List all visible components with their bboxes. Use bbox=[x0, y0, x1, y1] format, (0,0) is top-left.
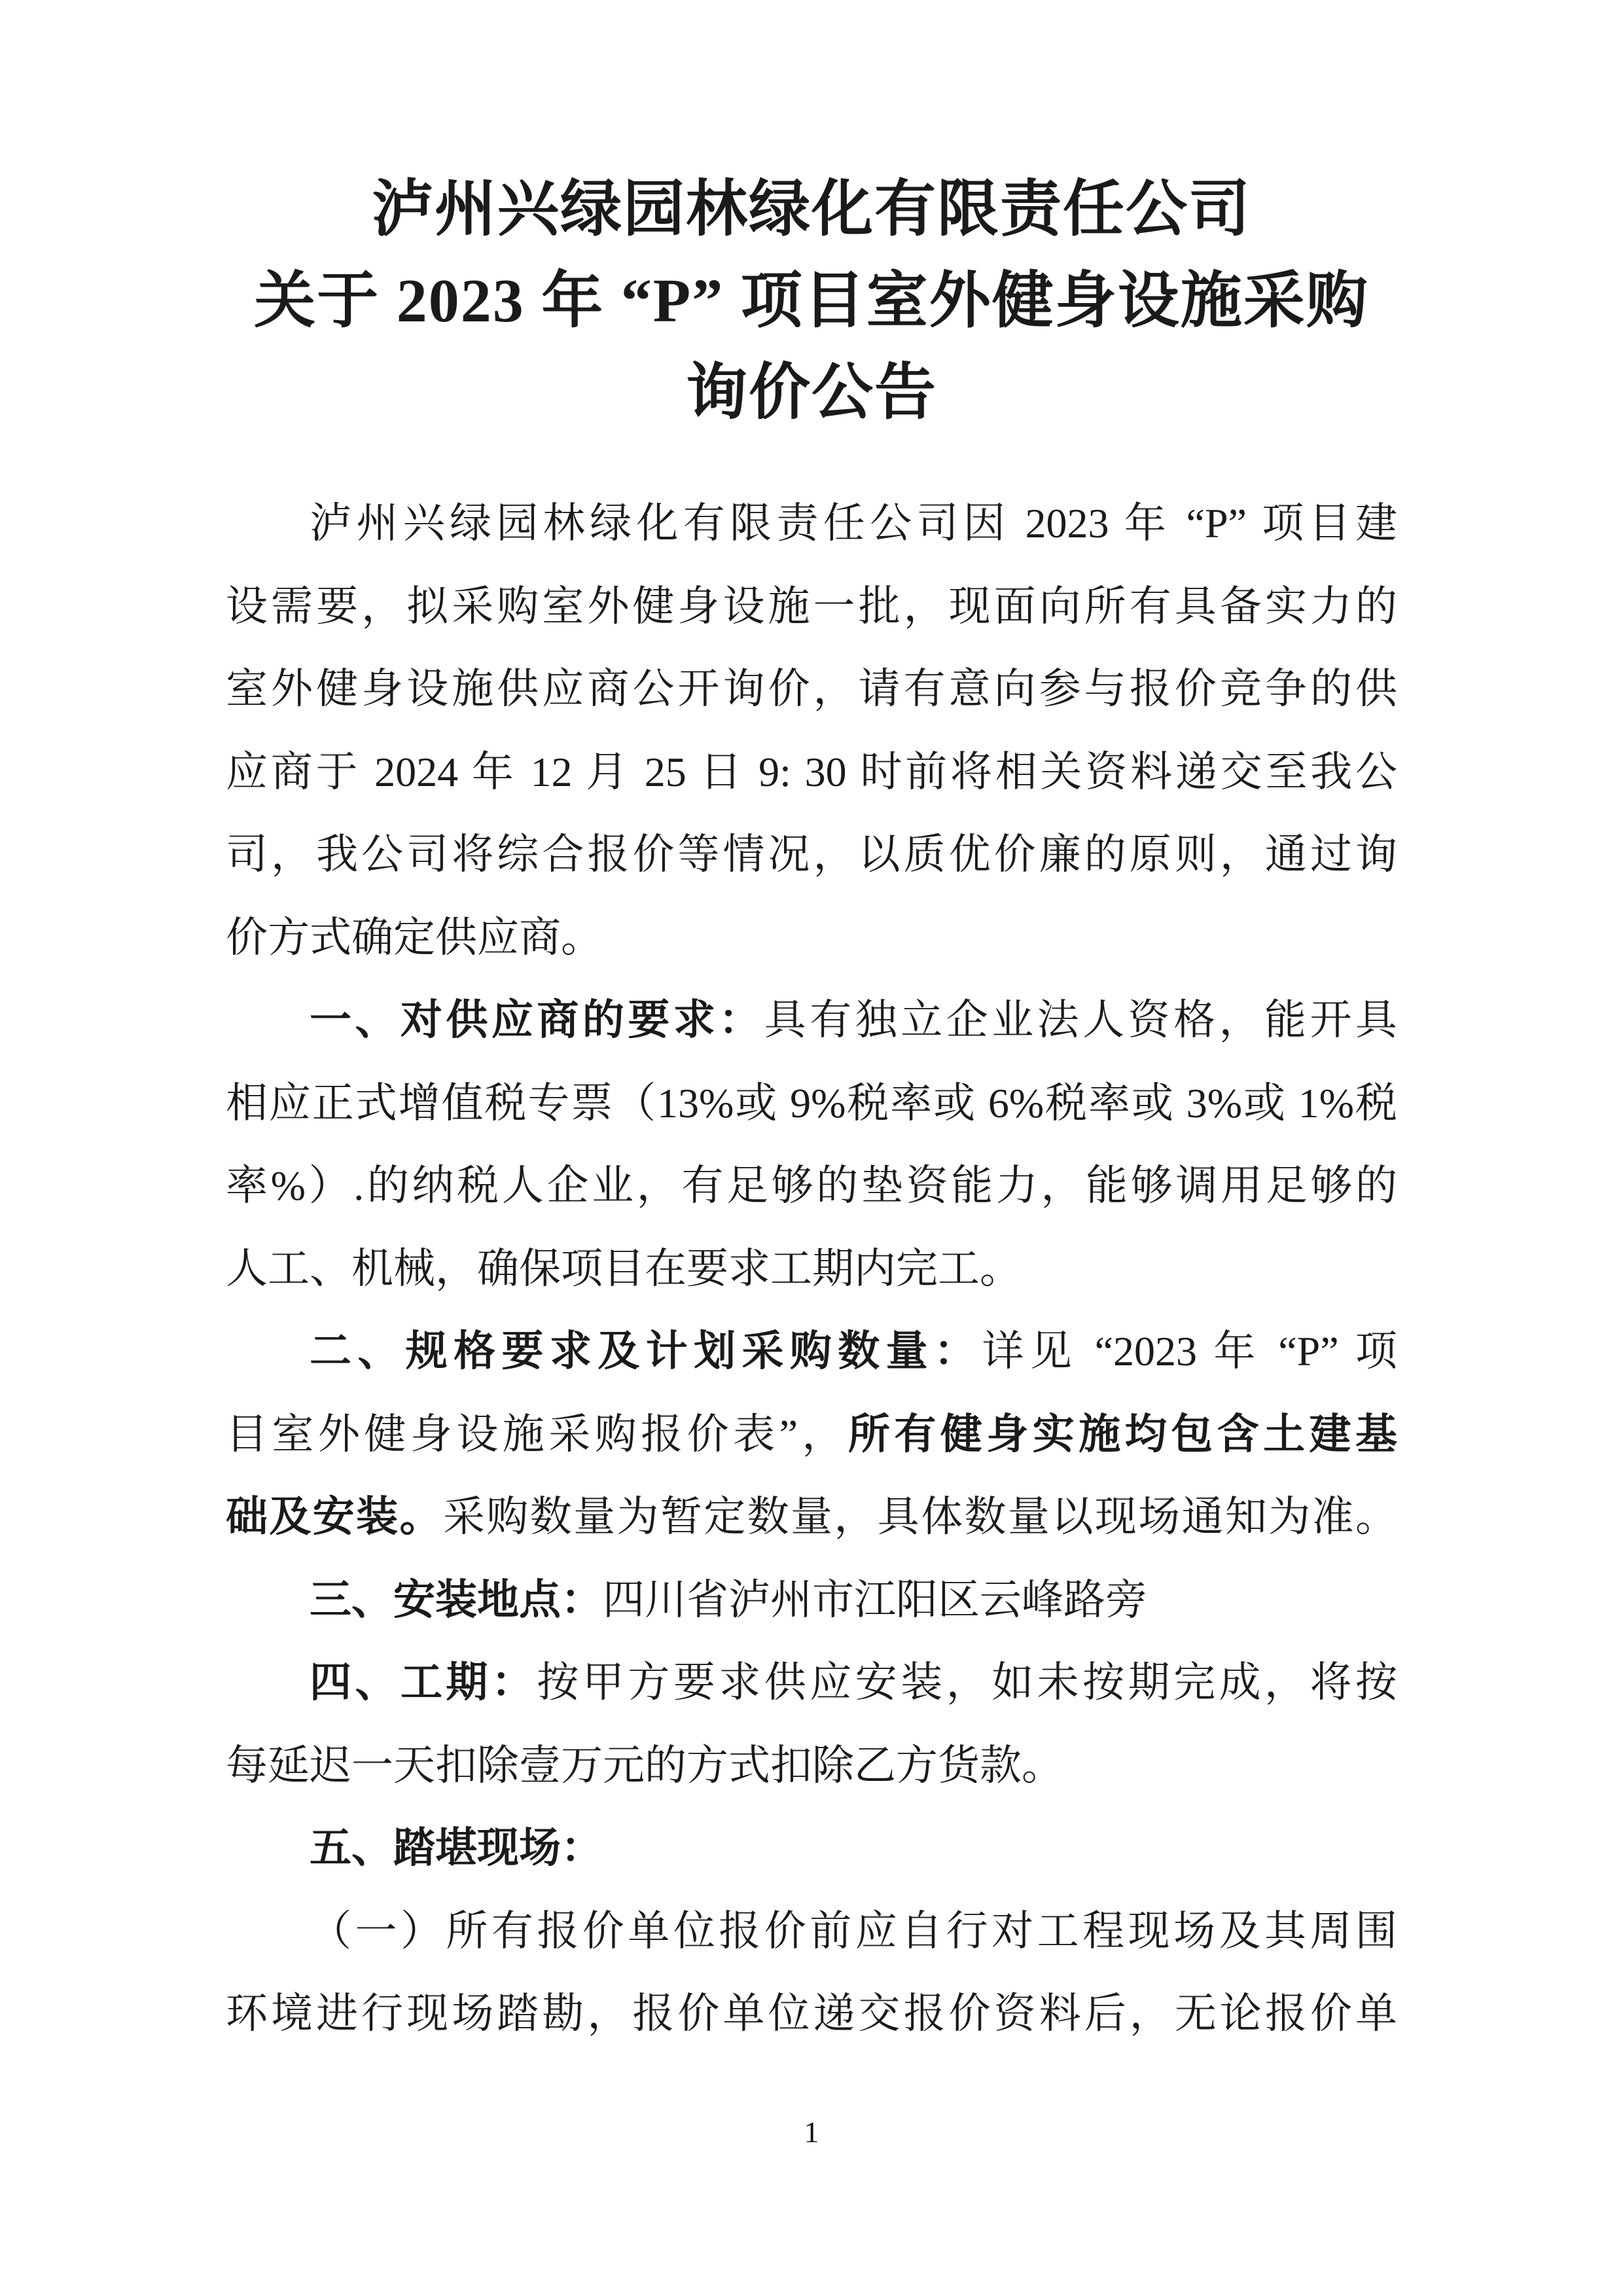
body-line-section-1 bbox=[226, 979, 1397, 1062]
document-title bbox=[0, 0, 1623, 439]
body-line bbox=[226, 648, 1397, 731]
body-line-section-3 bbox=[226, 1559, 1397, 1642]
line-text: 价方式确定供应商。 bbox=[226, 914, 603, 961]
body-line-section-5 bbox=[226, 1807, 1397, 1890]
line-text: 司，我公司将综合报价等情况，以质优价廉的原则，通过询 bbox=[226, 831, 1397, 878]
line-text: 人工、机械，确保项目在要求工期内完工。 bbox=[226, 1245, 1022, 1292]
body-line bbox=[226, 1890, 1397, 1973]
line-text: 具有独立企业法人资格，能开具 bbox=[764, 997, 1397, 1043]
line-text: 目室外健身设施采购报价表”， bbox=[226, 1410, 848, 1458]
line-text: 设需要，拟采购室外健身设施一批，现面向所有具备实力的 bbox=[226, 583, 1397, 630]
body-line bbox=[226, 1973, 1397, 2056]
line-text: 相应正式增值税专票（13%或 9%税率或 6%税率或 3%或 1%税 bbox=[226, 1079, 1397, 1126]
body-line bbox=[226, 897, 1397, 980]
body-line bbox=[226, 1393, 1397, 1477]
line-text: 采购数量为暂定数量，具体数量以现场通知为准。 bbox=[442, 1494, 1397, 1540]
line-text: （一）所有报价单位报价前应自行对工程现场及其周围 bbox=[310, 1907, 1397, 1954]
body-line bbox=[226, 482, 1397, 565]
title-line-notice-type: 询价公告 bbox=[685, 359, 937, 427]
page-footer bbox=[0, 2113, 1623, 2152]
section-heading: 三、安装地点： bbox=[310, 1576, 603, 1623]
line-text-bold: 所有健身实施均包含土建基 bbox=[847, 1410, 1397, 1458]
body-line-section-2 bbox=[226, 1310, 1397, 1393]
body-line bbox=[226, 814, 1397, 897]
line-text: 室外健身设施供应商公开询价，请有意向参与报价竞争的供 bbox=[226, 666, 1397, 712]
line-text: 应商于 2024 年 12 月 25 日 9: 30 时前将相关资料递交至我公 bbox=[226, 748, 1397, 795]
body-line bbox=[226, 1228, 1397, 1311]
section-heading: 二、规格要求及计划采购数量： bbox=[310, 1328, 982, 1374]
line-text-bold: 础及安装。 bbox=[226, 1494, 443, 1540]
body-line bbox=[226, 565, 1397, 649]
page-number: 1 bbox=[804, 2115, 819, 2149]
body-line bbox=[226, 731, 1397, 814]
title-line-company: 泸州兴绿园林绿化有限责任公司 bbox=[371, 175, 1251, 243]
line-text: 率%）.的纳税人企业，有足够的垫资能力，能够调用足够的 bbox=[226, 1162, 1397, 1209]
body-line bbox=[226, 1476, 1397, 1559]
body-line bbox=[226, 1725, 1397, 1808]
title-line-subject: 关于 2023 年 “P” 项目室外健身设施采购 bbox=[254, 267, 1369, 335]
section-heading: 五、踏堪现场： bbox=[310, 1825, 603, 1871]
body-line bbox=[226, 1062, 1397, 1145]
section-heading: 四、工期： bbox=[310, 1659, 537, 1706]
section-heading: 一、对供应商的要求： bbox=[310, 997, 764, 1043]
line-text: 环境进行现场踏勘，报价单位递交报价资料后，无论报价单 bbox=[226, 1990, 1397, 2037]
line-text: 泸州兴绿园林绿化有限责任公司因 2023 年 “P” 项目建 bbox=[310, 500, 1397, 547]
line-text: 详见 “2023 年 “P” 项 bbox=[982, 1328, 1397, 1374]
line-text: 每延迟一天扣除壹万元的方式扣除乙方货款。 bbox=[226, 1742, 1063, 1789]
line-text: 四川省泸州市江阳区云峰路旁 bbox=[603, 1576, 1147, 1623]
body-line bbox=[226, 1145, 1397, 1228]
body-line-section-4 bbox=[226, 1641, 1397, 1725]
document-body bbox=[0, 482, 1623, 2056]
line-text: 按甲方要求供应安装，如未按期完成，将按 bbox=[537, 1659, 1397, 1706]
